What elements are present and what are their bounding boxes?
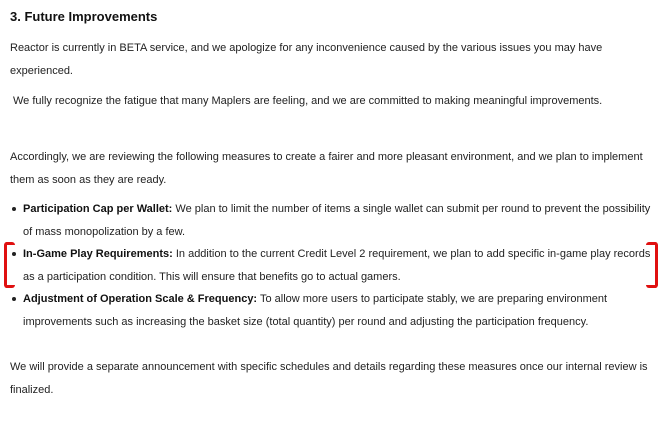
bullet-title: In-Game Play Requirements: (23, 248, 173, 260)
intro-paragraph-measures: Accordingly, we are reviewing the following measures to create a fairer and more pleasant environment, and we plan to implement them as soon as they are ready. (10, 151, 643, 186)
bullet-text: In addition to the current Credit Level 2 requirement, we plan to add specific in-game play records as a participation condition. This will ensure that benefits go to actual gamers. (23, 248, 651, 283)
bullet-dot-icon (12, 207, 16, 211)
closing-paragraph: We will provide a separate announcement with specific schedules and details regarding these measures once our internal review is finalized. (10, 361, 648, 396)
bullet-text: To allow more users to participate stably, we are preparing environment improvements such as increasing the basket size (total quantity) per round and adjusting the participation frequency. (23, 293, 608, 328)
section-heading: 3. Future Improvements (10, 9, 158, 24)
list-item-participation-cap (10, 198, 658, 243)
list-item-operation-scale (10, 288, 658, 333)
bullet-text: We plan to limit the number of items a single wallet can submit per round to prevent the possibility of mass monopolization by a few. (23, 203, 651, 238)
intro-paragraph-fatigue: We fully recognize the fatigue that many Maplers are feeling, and we are committed to making meaningful improvements. (13, 95, 603, 107)
bullet-dot-icon (12, 297, 16, 301)
highlight-bracket-left-icon (4, 242, 15, 288)
highlight-bracket-right-icon (646, 242, 658, 288)
intro-paragraph-beta: Reactor is currently in BETA service, and we apologize for any inconvenience caused by the various issues you may have experienced. (10, 42, 603, 77)
bullet-title: Participation Cap per Wallet: (23, 203, 173, 215)
list-item-in-game-requirements (10, 243, 658, 288)
measures-list (10, 198, 665, 333)
bullet-title: Adjustment of Operation Scale & Frequency: (23, 293, 258, 305)
